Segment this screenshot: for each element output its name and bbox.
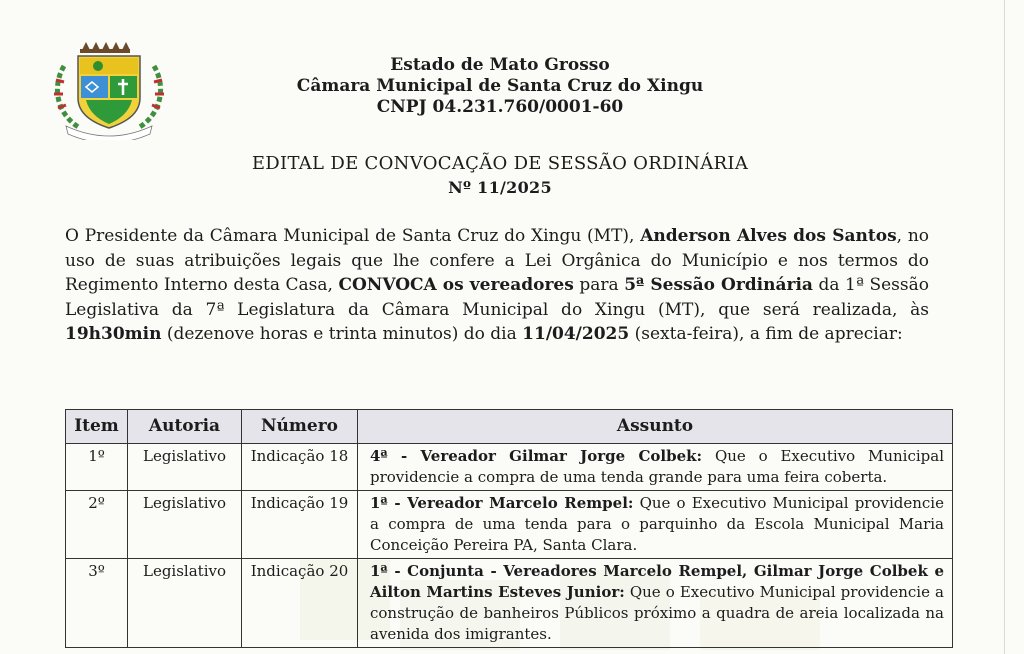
cell-subject	[358, 559, 953, 648]
convoca-text: CONVOCA os vereadores	[338, 275, 574, 295]
president-name: Anderson Alves dos Santos	[640, 226, 897, 246]
document-number: Nº 11/2025	[448, 178, 552, 197]
intro-text: (dezenove horas e trinta minutos) do dia	[161, 324, 523, 344]
cell-author: Legislativo	[128, 559, 242, 648]
table-header-row	[66, 410, 953, 444]
document-title-block	[150, 152, 850, 200]
header-state: Estado de Mato Grosso	[390, 55, 610, 75]
cell-item: 3º	[66, 559, 128, 648]
intro-text: para	[573, 275, 625, 295]
subject-text: Que o Executivo Municipal providencie a construção de banheiros Públicos próximo a quadra de areia localizada na avenida dos imigrantes.	[370, 583, 944, 643]
intro-text: (sexta-feira), a fim de apreciar:	[629, 324, 903, 344]
intro-text: O Presidente da Câmara Municipal de Santa Cruz do Xingu (MT),	[65, 226, 641, 246]
header-cnpj: CNPJ 04.231.760/0001-60	[376, 97, 624, 117]
cell-number: Indicação 20	[242, 559, 358, 648]
subject-author: 1ª - Vereador Marcelo Rempel:	[370, 494, 634, 512]
table-row	[66, 444, 953, 491]
intro-text: da 1ª Sessão Legislativa da 7ª Legislatura da Câmara Municipal do Xingu (MT), que será realizada, às	[65, 275, 929, 320]
subject-author: 1ª - Conjunta - Vereadores Marcelo Rempel, Gilmar Jorge Colbek e Ailton Martins Esteves Junior:	[370, 562, 944, 601]
document-header	[250, 55, 750, 118]
cell-subject	[358, 444, 953, 491]
cell-number: Indicação 19	[242, 491, 358, 559]
column-header: Item	[66, 410, 128, 444]
intro-text: , no uso de suas atribuições legais que lhe confere a Lei Orgânica do Município e nos termos do Regimento Interno desta Casa,	[65, 226, 930, 295]
subject-author: 4ª - Vereador Gilmar Jorge Colbek:	[370, 447, 703, 465]
cell-subject	[358, 491, 953, 559]
document-title: EDITAL DE CONVOCAÇÃO DE SESSÃO ORDINÁRIA	[251, 153, 749, 174]
cell-author: Legislativo	[128, 444, 242, 491]
header-chamber: Câmara Municipal de Santa Cruz do Xingu	[296, 76, 704, 96]
column-header: Autoria	[128, 410, 242, 444]
agenda-table	[65, 409, 953, 648]
page-edge-line	[1004, 0, 1005, 654]
session-time: 19h30min	[65, 324, 162, 344]
table-row	[66, 491, 953, 559]
cell-item: 1º	[66, 444, 128, 491]
subject-text: Que o Executivo Municipal providencie a compra de uma tenda grande para uma feira coberta.	[370, 447, 944, 486]
subject-text: Que o Executivo Municipal providencie a compra de uma tenda para o parquinho da Escola Municipal Maria Conceição Pereira PA, Santa Clara.	[370, 494, 944, 554]
table-row	[66, 559, 953, 648]
cell-item: 2º	[66, 491, 128, 559]
column-header: Número	[242, 410, 358, 444]
session-date: 11/04/2025	[522, 324, 630, 344]
cell-number: Indicação 18	[242, 444, 358, 491]
column-header: Assunto	[358, 410, 953, 444]
cell-author: Legislativo	[128, 491, 242, 559]
session-name: 5ª Sessão Ordinária	[624, 275, 813, 295]
convocation-paragraph	[65, 224, 929, 347]
municipal-coat-of-arms-icon	[46, 36, 172, 140]
